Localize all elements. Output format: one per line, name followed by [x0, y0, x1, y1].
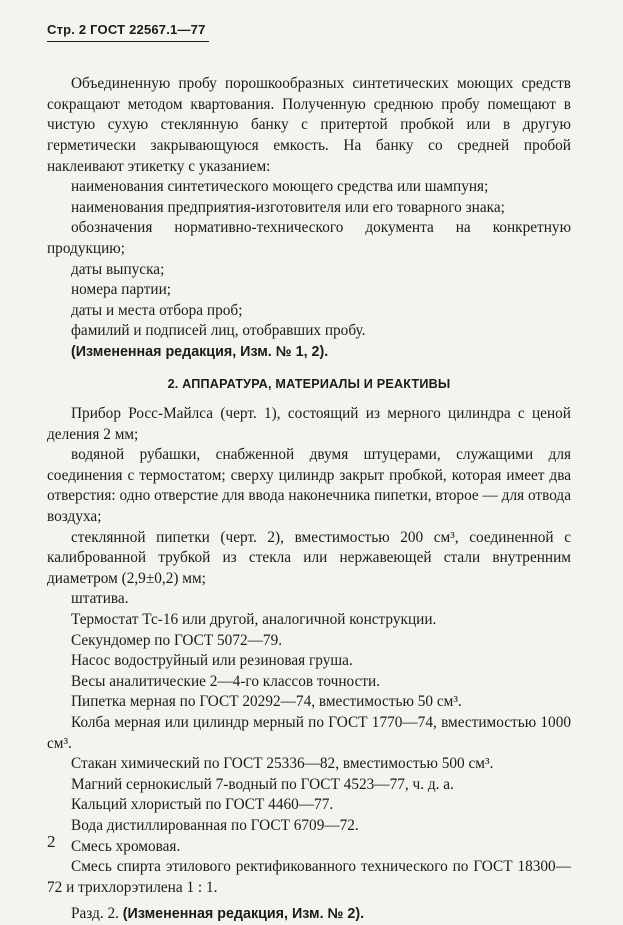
list-item: Пипетка мерная по ГОСТ 20292—74, вместимостью 50 см³. — [71, 693, 462, 711]
list-item: Смесь спирта этилового ректификованного технического по ГОСТ 18300—72 и трихлорэтилена 1 : 1. — [47, 858, 571, 896]
section-revision-note — [47, 904, 571, 925]
list-item: Насос водоструйный или резиновая груша. — [71, 652, 353, 670]
list-item: Кальций хлористый по ГОСТ 4460—77. — [71, 796, 334, 814]
list-item: Термостат Тс-16 или другой, аналогичной конструкции. — [71, 611, 437, 629]
revision-note-prefix: Разд. 2. — [71, 905, 119, 923]
list-item: Магний сернокислый 7-водный по ГОСТ 4523—77, ч. д. а. — [71, 775, 454, 793]
list-item: Стакан химический по ГОСТ 25336—82, вместимостью 500 см³. — [71, 755, 494, 773]
list-item: штатива. — [71, 590, 129, 608]
list-item: даты выпуска; — [71, 260, 165, 278]
section-title: 2. АППАРАТУРА, МАТЕРИАЛЫ И РЕАКТИВЫ — [167, 376, 451, 391]
list-item: Прибор Росс-Майлса (черт. 1), состоящий из мерного цилиндра с ценой деления 2 мм; — [47, 405, 571, 443]
list-item: Вода дистиллированная по ГОСТ 6709—72. — [71, 816, 359, 834]
list-item: наименования предприятия-изготовителя или его товарного знака; — [71, 198, 505, 216]
list-item: обозначения нормативно-технического документа на конкретную продукцию; — [47, 219, 571, 257]
header-rule — [47, 41, 209, 42]
list-item: водяной рубашки, снабженной двумя штуцерами, служащими для соединения с термостатом; сверху цилиндр закрыт пробкой, которая имеет два отверстия: одно отверстие для ввода наконечника пипетки, второе — для отвода воздуха; — [47, 446, 571, 526]
list-item: даты и места отбора проб; — [71, 301, 243, 319]
revision-note: (Измененная редакция, Изм. № 2). — [122, 906, 365, 923]
list-item: Весы аналитические 2—4-го классов точности. — [71, 672, 381, 690]
paragraph-intro: Объединенную пробу порошкообразных синтетических моющих средств сокращают методом квартования. Полученную среднюю пробу помещают в чистую сухую стеклянную банку с притертой пробкой или в другую герметически закрывающуюся емкость. На банку со средней пробой наклеивают этикетку с указанием: — [47, 75, 571, 175]
page-header: Стр. 2 ГОСТ 22567.1—77 — [47, 22, 206, 37]
revision-note: (Измененная редакция, Изм. № 1, 2). — [71, 343, 329, 360]
list-item: Смесь хромовая. — [71, 837, 181, 855]
list-item: стеклянной пипетки (черт. 2), вместимостью 200 см³, соединенной с калиброванной трубкой из стекла или нержавеющей стали внутренним диаметром (2,9±0,2) мм; — [47, 528, 571, 587]
list-item: Колба мерная или цилиндр мерный по ГОСТ 1770—74, вместимостью 1000 см³. — [47, 714, 571, 752]
list-item: фамилий и подписей лиц, отобравших пробу. — [71, 322, 366, 340]
list-item: номера партии; — [71, 281, 172, 299]
body-text — [47, 74, 571, 925]
list-item: Секундомер по ГОСТ 5072—79. — [71, 631, 283, 649]
list-item: наименования синтетического моющего средства или шампуня; — [71, 178, 489, 196]
page-number: 2 — [47, 832, 56, 851]
